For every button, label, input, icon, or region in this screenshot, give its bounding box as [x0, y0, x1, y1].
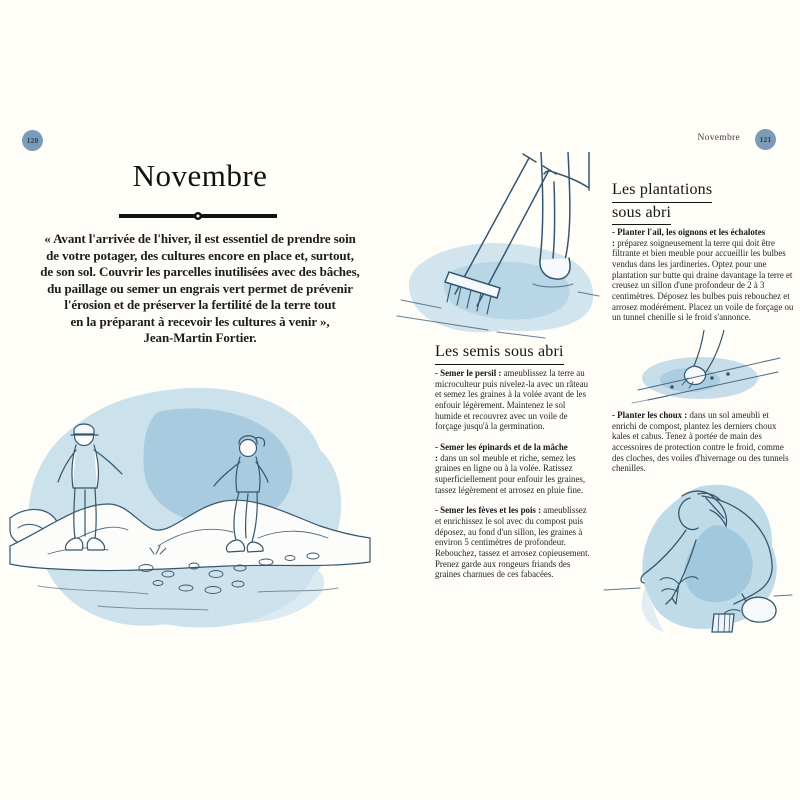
- item-lead: - Semer le persil :: [435, 368, 502, 378]
- broadfork-illustration: [393, 152, 605, 342]
- item-lead: - Semer les épinards et de la mâche :: [435, 441, 568, 463]
- item-body: dans un sol meuble et riche, semez les graines en ligne ou à la volée. Ratissez superficiellement pour enfouir les graines, tassez légèrement et arrosez en pluie fine.: [435, 452, 586, 495]
- item-body: ameublissez et enrichissez le sol avec du compost puis déposez, au fond d'un sillon, les graines à environ 5 centimètres de profondeur. Rebouchez, tassez et arrosez copieusement. Prenez garde aux rongeurs friands des graines charnues de ces fabacées.: [435, 505, 590, 580]
- quote-line: « Avant l'arrivée de l'hiver, il est essentiel de prendre soin: [44, 231, 356, 246]
- left-page-number-badge: 120: [22, 130, 43, 151]
- item-body: dans un sol ameubli et enrichi de compost, plantez les derniers choux kales et cabus. Tenez à portée de main des accessoires de protection contre le froid, comme des cloches, des voiles d'hivernage ou des tunnels chenilles.: [612, 410, 789, 474]
- semis-item-persil: [435, 368, 591, 432]
- semis-item-feves: [435, 505, 591, 580]
- item-body: préparez soigneusement la terre qui doit être filtrante et bien meuble pour accueillir les bulbes vendus dans les jardineries. Optez pour une plantation sur butte qui draine davantage la terre et creusez un sillon d'une profondeur de 2 à 3 centimètres. Déposez les bulbes puis rebouchez et arrosez modérément. Placez un voile de forçage ou un tunnel chenille si le froid s'annonce.: [612, 237, 794, 323]
- chapter-title: Novembre: [132, 158, 268, 193]
- plantations-item-ail: [612, 227, 794, 323]
- quote-line: en la préparant à recevoir les cultures à venir »,: [70, 313, 330, 329]
- item-lead: - Planter l'ail, les oignons et les échalotes :: [612, 227, 766, 248]
- item-lead: - Semer les fèves et les pois :: [435, 505, 542, 516]
- tarp-covering-illustration: [8, 378, 372, 644]
- quote-attribution: Jean-Martin Fortier.: [143, 330, 257, 345]
- title-divider: [119, 214, 277, 218]
- quote-line: de votre potager, des cultures encore en place et, surtout,: [46, 247, 354, 263]
- semis-item-epinards: [435, 442, 591, 495]
- running-head: Novembre: [697, 133, 740, 143]
- plantations-item-choux: [612, 410, 794, 474]
- plantations-section-heading: Les plantations sous abri: [612, 180, 712, 225]
- semis-section-heading: Les semis sous abri: [435, 342, 564, 365]
- hand-planting-illustration: [628, 330, 790, 410]
- item-lead: - Planter les choux :: [612, 410, 688, 420]
- item-body: ameublissez la terre au microculteur puis nivelez-la avec un râteau et semez les graines à la volée avant de les enfouir légèrement. Maintenez le sol humide et recouvrez avec un voile de forçage jusqu'à la germination.: [435, 368, 589, 432]
- right-page-number-badge: 121: [755, 129, 776, 150]
- quote-line: du paillage ou semer un engrais vert permet de prévenir: [47, 280, 353, 296]
- semis-section-body: [435, 368, 591, 590]
- intro-quote: [14, 231, 386, 347]
- quote-line: l'érosion et de préserver la fertilité de la terre tout: [64, 297, 336, 312]
- crouching-gardener-illustration: [602, 468, 794, 654]
- quote-line: de son sol. Couvrir les parcelles inutilisées avec des bâches,: [40, 264, 360, 279]
